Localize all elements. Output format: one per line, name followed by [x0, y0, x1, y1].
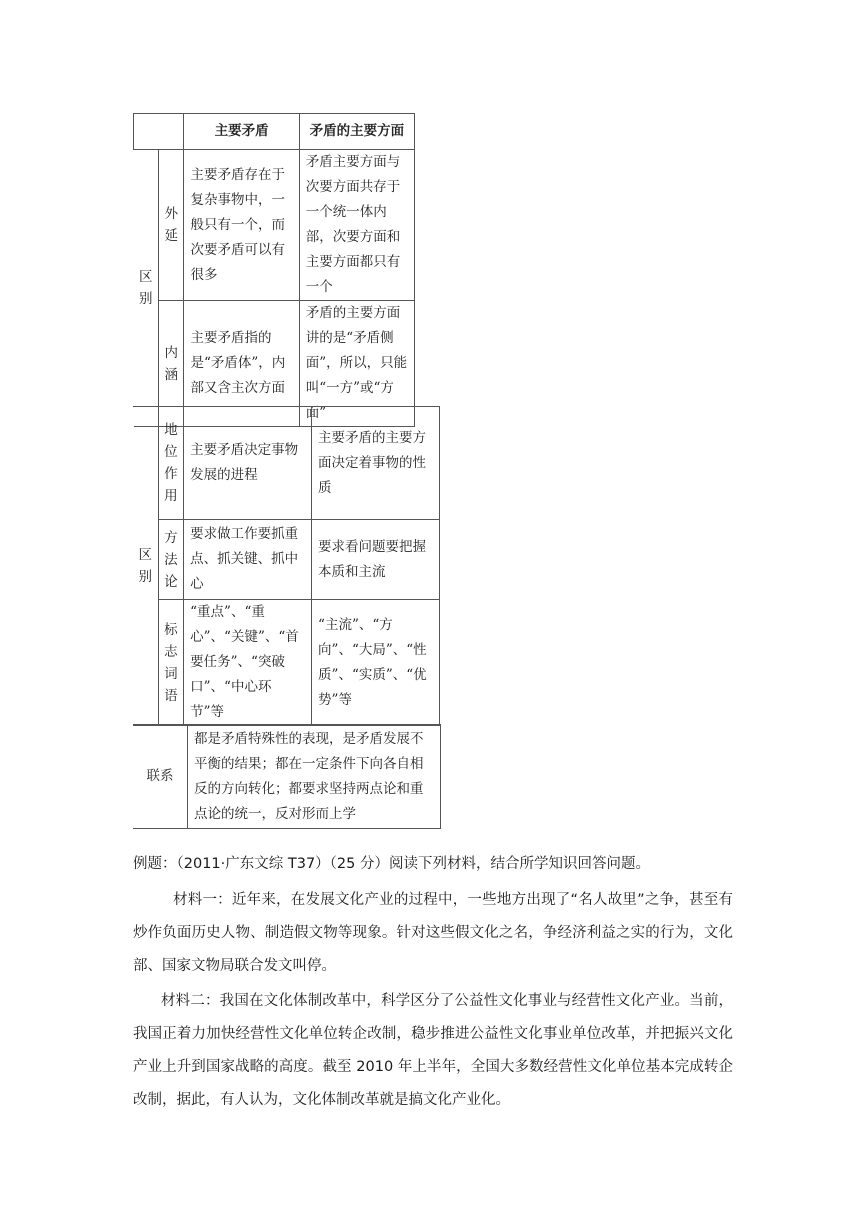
header-main-contradiction: 主要矛盾 [184, 114, 299, 150]
cell-status-main-aspect: 主要矛盾的主要方面决定着事物的性质 [312, 407, 440, 520]
row-label-extension: 外 延 [158, 150, 183, 301]
connection-table [133, 724, 441, 829]
material-two: 材料二：我国在文化体制改革中，科学区分了公益性文化事业与经营性文化产业。当前，我国正着力加快经营性文化单位转企改制，稳步推进公益性文化事业单位改革，并把振兴文化产业上升到国家战略的高度。截至 2010 年上半年，全国大多数经营性文化单位基本完成转企改制，据此，有人认为，文化体制改革就是搞文化产业化。 [133, 993, 733, 1108]
cell-connection-text: 都是矛盾特殊性的表现，是矛盾发展不平衡的结果；都在一定条件下向各自相反的方向转化；都要求坚持两点论和重点论的统一，反对形而上学 [188, 725, 441, 829]
cell-connotation-main-contradiction: 主要矛盾指的是“矛盾体”，内部又含主次方面 [184, 301, 299, 427]
comparison-table-2 [133, 406, 440, 726]
cell-keywords-main-contradiction: “重点”、“重心”、“关键”、“首要任务”、“突破口”、“中心环节”等 [184, 600, 312, 726]
cell-keywords-main-aspect: “主流”、“方向”、“大局”、“性质”、“实质”、“优势”等 [312, 600, 440, 726]
material-one: 材料一：近年来，在发展文化产业的过程中，一些地方出现了“名人故里”之争，甚至有炒作负面历史人物、制造假文物等现象。针对这些假文化之名，争经济利益之实的行为，文化部、国家文物局联合发文叫停。 [133, 892, 733, 974]
row-label-connotation: 内 涵 [158, 301, 183, 427]
header-main-aspect: 矛盾的主要方面 [299, 114, 414, 150]
row-label-keywords: 标 志 词 语 [158, 600, 184, 726]
group-label-difference-2: 区 别 [133, 407, 158, 726]
row-label-status-role: 地 位 作 用 [158, 407, 184, 520]
row-label-methodology: 方 法 论 [158, 520, 184, 600]
example-heading: 例题：（2011·广东文综 T37）（25 分）阅读下列材料，结合所学知识回答问题。 [133, 856, 650, 872]
cell-extension-main-aspect: 矛盾主要方面与次要方面共存于一个统一体内部，次要方面和主要方面都只有一个 [299, 150, 414, 301]
header-blank-cell [134, 114, 184, 150]
cell-method-main-aspect: 要求看问题要把握本质和主流 [312, 520, 440, 600]
label-connection: 联系 [133, 725, 188, 829]
group-label-difference: 区 别 [134, 150, 159, 427]
cell-extension-main-contradiction: 主要矛盾存在于复杂事物中，一般只有一个，而次要矛盾可以有很多 [184, 150, 299, 301]
cell-method-main-contradiction: 要求做工作要抓重点、抓关键、抓中心 [184, 520, 312, 600]
cell-connotation-main-aspect: 矛盾的主要方面讲的是“矛盾侧面”，所以，只能叫“一方”或“方面” [299, 301, 414, 427]
comparison-table-1 [133, 113, 415, 427]
cell-status-main-contradiction: 主要矛盾决定事物发展的进程 [184, 407, 312, 520]
